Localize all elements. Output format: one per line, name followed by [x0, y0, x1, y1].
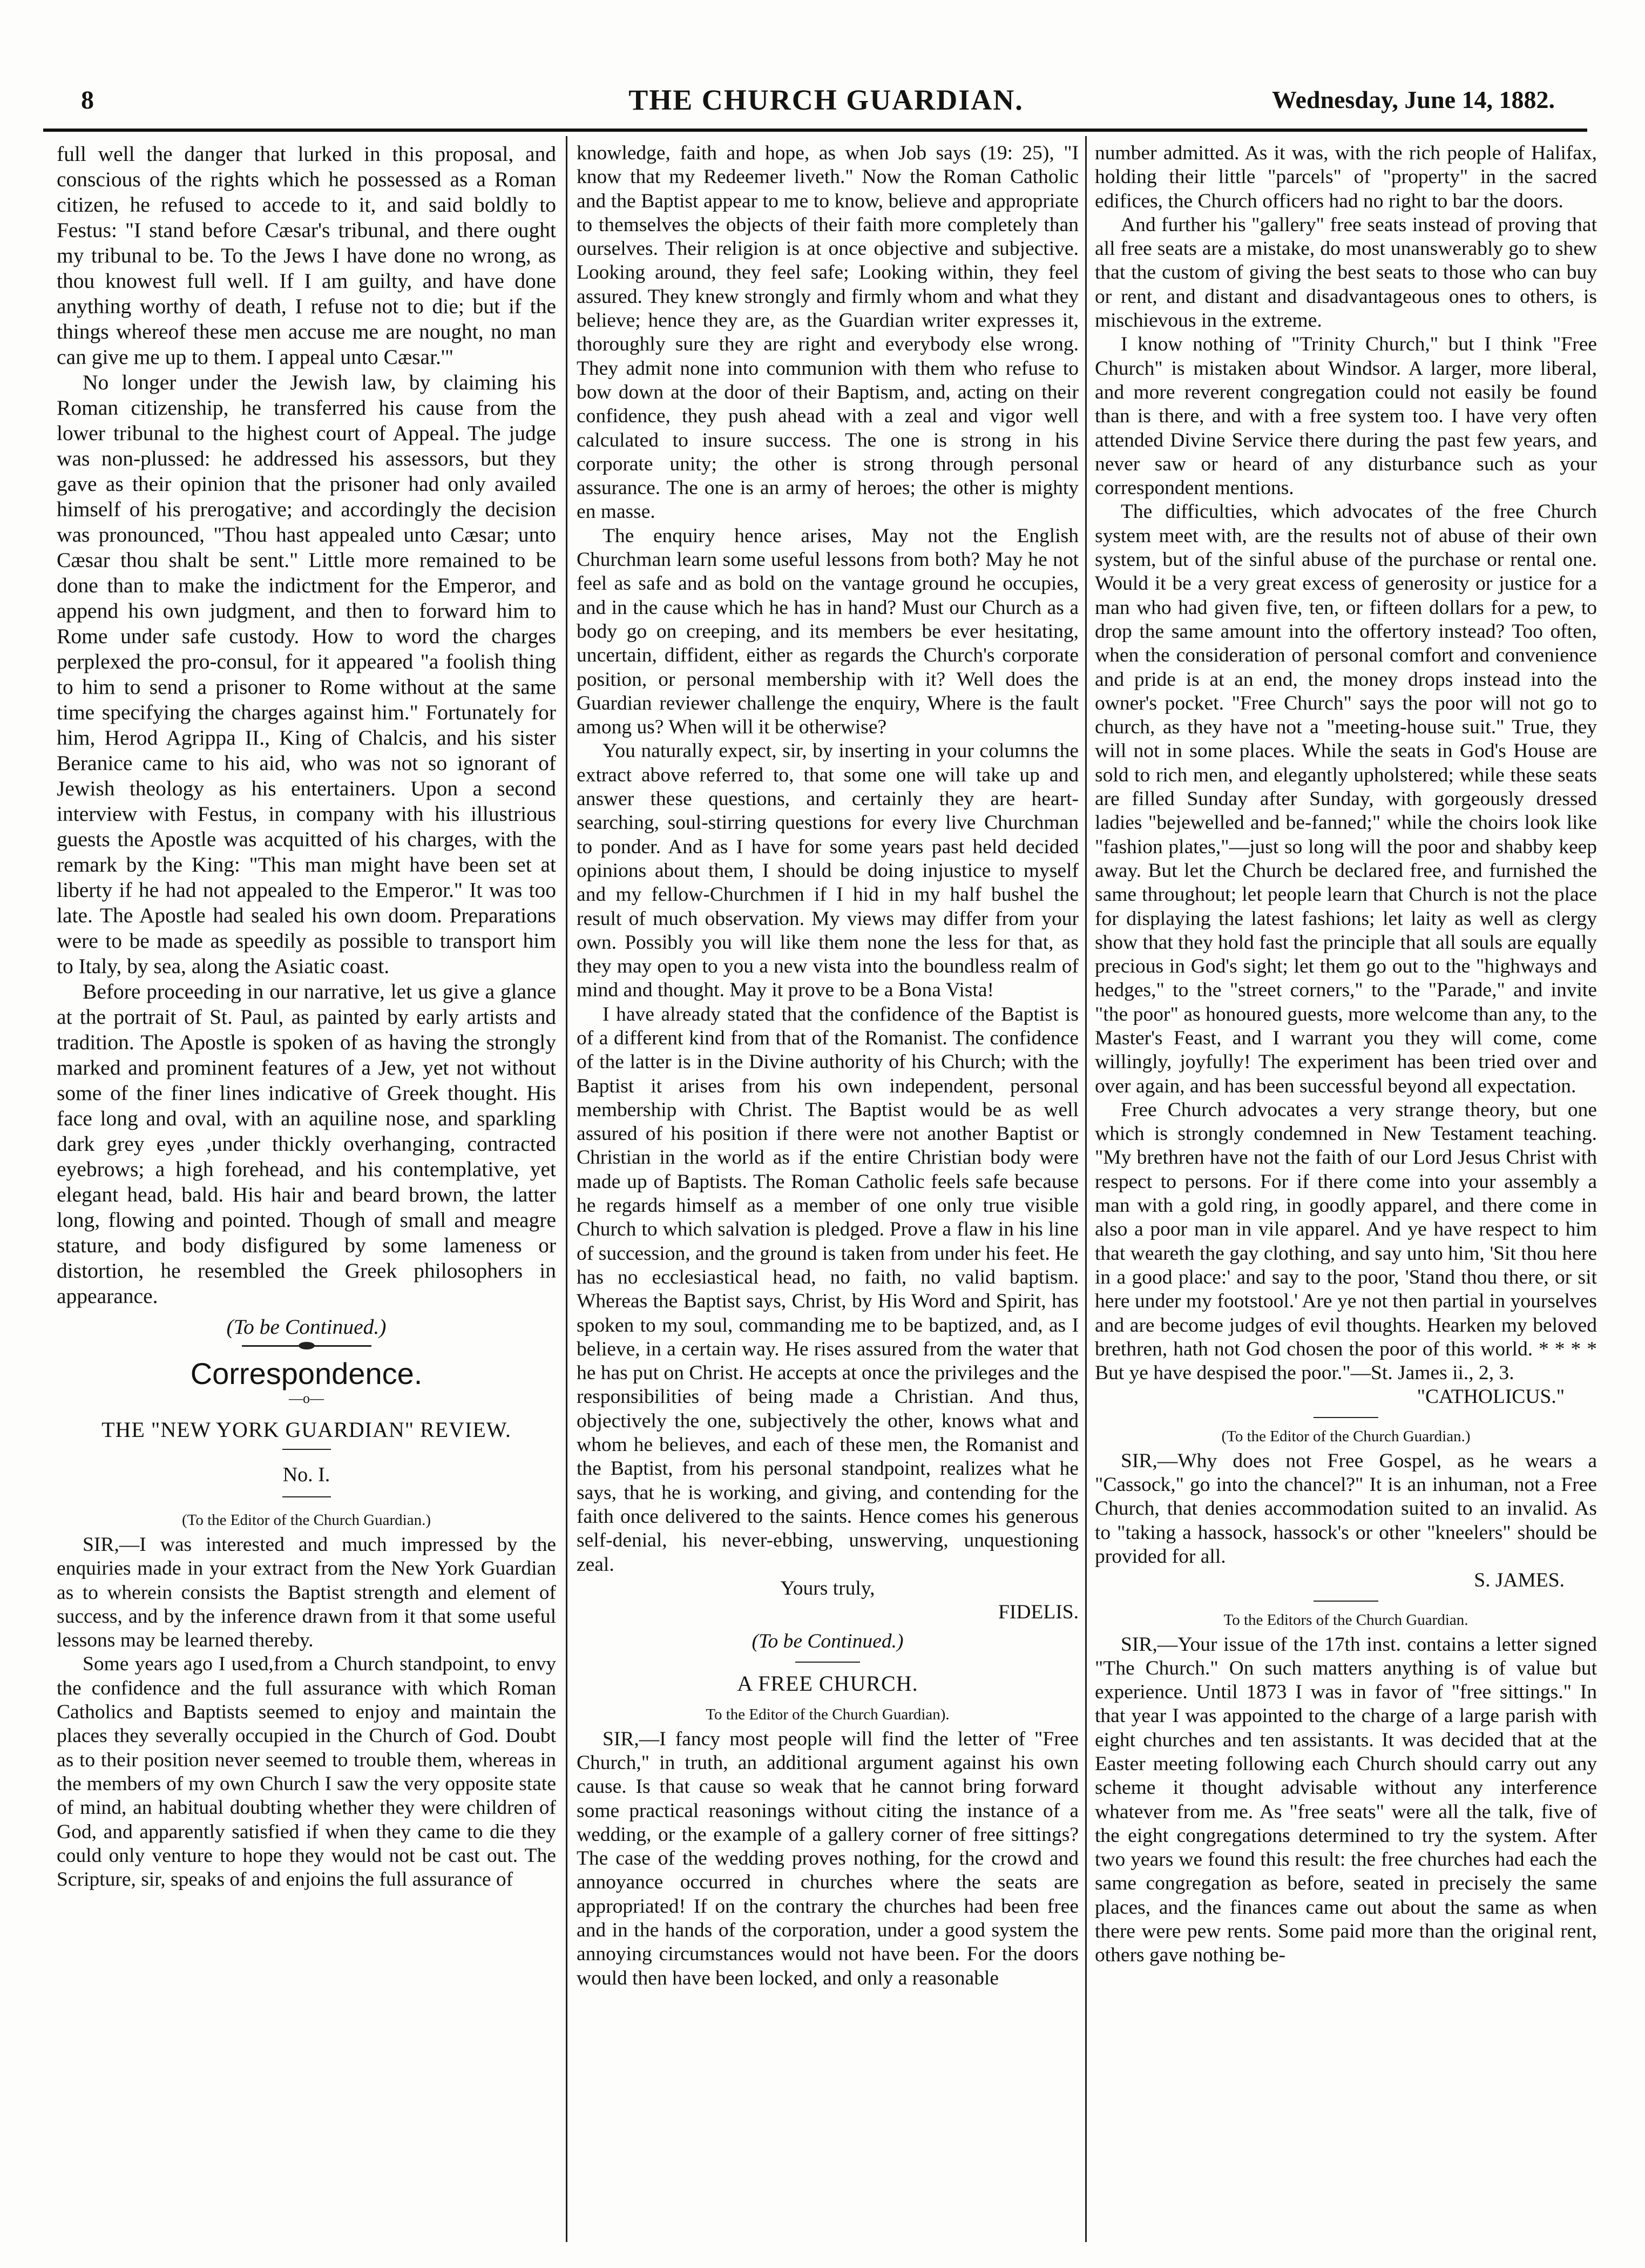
letter-paragraph: SIR,—I was interested and much impressed by the enquiries made in your extract from the New York Guardian as to wherein consists the Baptist strength and element of success, and by the inference drawn from it that some useful lessons may be learned thereby.: [57, 1534, 556, 1652]
divider: [795, 1662, 860, 1663]
ornament-divider: [242, 1342, 371, 1349]
page-number: 8: [81, 86, 94, 114]
article-number: No. I.: [282, 1463, 330, 1486]
column-2: [577, 141, 1079, 2247]
page-header: [81, 81, 1571, 117]
paragraph: And further his "gallery" free seats instead of proving that all free seats are a mistake, do most unanswerably go to shew that the custom of giving the best seats to those who can buy or rent, and distant and disadvantageous ones to others, is mischievous in the extreme.: [1095, 213, 1597, 332]
paragraph: number admitted. As it was, with the rich people of Halifax, holding their little "parcels" of "property" in the sacred edifices, the Church officers had no right to bar the doors.: [1095, 142, 1597, 212]
paragraph: I know nothing of "Trinity Church," but I think "Free Church" is mistaken about Windsor. A larger, more liberal, and more reverent congregation could not easily be found than is there, and with a free system too. I have very often attended Divine Service there during the past few years, and never saw or heard of any disturbance such as your correspondent mentions.: [1095, 333, 1597, 500]
paragraph: Before proceeding in our narrative, let us give a glance at the portrait of St. Paul, as painted by early artists and tradition. The Apostle is spoken of as having the strongly marked and prominent features of a Jew, yet not without some of the finer lines indicative of Greek thought. His face long and oval, with an aquiline nose, and sparkling dark grey eyes ,under thickly overhanging, contracted eyebrows; a high forehead, and his contemplative, yet elegant head, bald. His hair and beard brown, the latter long, flowing and pointed. Though of small and meagre stature, and body disfigured by some lameness or distortion, he resembled the Greek philosophers in appearance.: [57, 980, 556, 1308]
letter-paragraph: SIR,—I fancy most people will find the letter of "Free Church," in truth, an additional argument against his own cause. Is that cause so weak that he cannot bring forward some practical reasonings without citing the instance of a wedding, or the example of a gallery corner of free sittings? The case of the wedding proves nothing, for the crowd and annoyance occurred in churches where the seats are appropriated! If on the contrary the churches had been free and in the hands of the corporation, under a good system the annoying circumstances would not have been. For the doors would then have been locked, and only a reasonable: [577, 1727, 1079, 1989]
paragraph: full well the danger that lurked in this proposal, and conscious of the rights which he possessed as a Roman citizen, he refused to accede to it, and said boldly to Festus: "I stand before Cæsar's tribunal, and there ought my tribunal to be. To the Jews I have done no wrong, as thou knowest full well. If I am guilty, and have done anything worthy of death, I refuse not to die; but if the things whereof these men accuse me are nought, no man can give me up to them. I appeal unto Cæsar.'": [57, 142, 556, 369]
paragraph: knowledge, faith and hope, as when Job says (19: 25), "I know that my Redeemer liveth." Now the Roman Catholic and the Baptist appear to me to know, believe and appropriate to themselves the objects of their faith more completely than ourselves. Their religion is at once objective and subjective. Looking around, they feel safe; Looking within, they feel assured. They knew strongly and firmly whom and what they believe; hence they are, as the Guardian writer expresses it, thoroughly sure they are right and everybody else wrong. They admit none into communion with them who refuse to bow down at the door of their Baptism, and, acting on their confidence, they push ahead with a zeal and vigor well calculated to insure success. The one is strong in his corporate unity; the other is strong through personal assurance. The one is an army of heroes; the other is mighty en masse.: [577, 142, 1079, 523]
article-title: THE "NEW YORK GUARDIAN" REVIEW.: [101, 1418, 511, 1442]
to-editor-line: To the Editor of the Church Guardian).: [706, 1705, 950, 1723]
paragraph: The enquiry hence arises, May not the English Churchman learn some useful lessons from both? May he not feel as safe and as bold on the vantage ground he occupies, and in the cause which he has in hand? Must our Church as a body go on creeping, and its members be ever hesitating, uncertain, diffident, either as regards the Church's corporate position, or personal membership with it? Well does the Guardian reviewer challenge the enquiry, Where is the fault among us? When will it be otherwise?: [577, 524, 1079, 739]
issue-date: Wednesday, June 14, 1882.: [1272, 86, 1555, 113]
divider: [1314, 1417, 1378, 1418]
column-divider: [566, 136, 567, 2242]
signature: "CATHOLICUS.": [1417, 1386, 1565, 1408]
section-title: Correspondence.: [190, 1356, 423, 1390]
paragraph: The difficulties, which advocates of the free Church system meet with, are the results not of abuse of their own system, but of the sinful abuse of the purchase or rental one. Would it be a very great excess of generosity or justice for a man who had given five, ten, or fifteen dollars for a pew, to drop the same amount into the offertory instead? Too often, when the consideration of personal comfort and convenience and pride is at an end, the money drops instead into the owner's pocket. "Free Church" says the poor will not go to church, as they have not a "meeting-house suit." True, they will not in some places. While the seats in God's House are sold to rich men, and elegantly upholstered; while these seats are filled Sunday after Sunday, with gorgeously dressed ladies "bejewelled and be-fanned;" while the choirs look like "fashion plates,"—just so long will the poor and shabby keep away. But let the Church be declared free, and furnished the same throughout; let people learn that Church is not the place for displaying the latest fashions; let laity as well as clergy show that they hold fast the principle that all souls are equally precious in God's sight; let them go out to the "highways and hedges," to the "street corners," to the "Parade," and invite "the poor" as honoured guests, more welcome than any, to the Master's Feast, and I warrant you they will come, come willingly, joyfully! The experiment has been tried over and over again, and has been successful beyond all expectation.: [1095, 501, 1597, 1097]
signature: S. JAMES.: [1474, 1569, 1565, 1592]
column-1: [57, 141, 556, 2247]
paragraph: I have already stated that the confidence of the Baptist is of a different kind from that of the Romanist. The confidence of the latter is in the Divine authority of his Church; with the Baptist it arises from his own independent, personal membership with Christ. The Baptist would be as well assured of his position if there were not another Baptist or Christian in the world as if the entire Christian body were made up of Baptists. The Roman Catholic feels safe because he regards himself as a member of one only true visible Church to which salvation is pledged. Prove a flaw in his line of succession, and the ground is taken from under his feet. He has no ecclesiastical head, no faith, no valid baptism. Whereas the Baptist says, Christ, by His Word and Spirit, has spoken to my soul, commanding me to be baptized, and, as I believe, in a certain way. He rises assured from the water that he has put on Christ. He accepts at once the privileges and the responsibilities of being made a Christian. And thus, objectively the one, subjectively the other, knows what and whom he believes, and each of these men, the Romanist and the Baptist, from his personal standpoint, realizes what he says, that he is working, and giving, and contending for the faith once delivered to the saints. Hence comes his generous self-denial, his never-ebbing, unswerving, unquestioning zeal.: [577, 1003, 1079, 1576]
column-divider: [1085, 136, 1087, 2242]
column-3: [1095, 141, 1597, 2247]
paragraph: No longer under the Jewish law, by claiming his Roman citizenship, he transferred his cause from the lower tribunal to the highest court of Appeal. The judge was non-plussed: he addressed his assessors, but they gave as their opinion that the prisoner had only availed himself of his prerogative; and accordingly the decision was pronounced, "Thou hast appealed unto Cæsar; unto Cæsar thou shalt be sent." Little more remained to be done than to make the indictment for the Emperor, and append his own judgment, and then to forward him to Rome under safe custody. How to word the charges perplexed the pro-consul, for it appeared "a foolish thing to him to send a prisoner to Rome without at the same time specifying the charges against him." Fortunately for him, Herod Agrippa II., King of Chalcis, and his sister Beranice came to his aid, who was not so ignorant of Jewish theology as his entertainers. Upon a second interview with Festus, in company with his illustrious guests the Apostle was acquitted of his charges, with the remark by the King: "This man might have been set at liberty if he had not appealed to the Emperor." It was too late. The Apostle had sealed his own doom. Preparations were to be made as speedily as possible to transport him to Italy, by sea, along the Asiatic coast.: [57, 370, 556, 978]
paragraph: Free Church advocates a very strange theory, but one which is strongly condemned in New Testament teaching. "My brethren have not the faith of our Lord Jesus Christ with respect to persons. For if there come into your assembly a man with a gold ring, in goodly apparel, and there come in also a poor man in vile apparel. And ye have respect to him that weareth the gay clothing, and say unto him, 'Sit thou here in a good place:' and say to the poor, 'Stand thou there, or sit here under my footstool.' Are ye not then partial in yourselves and are become judges of evil thoughts. Hearken my beloved brethren, hath not God chosen the poor of this world. * * * * But ye have despised the poor."—St. James ii., 2, 3.: [1095, 1098, 1597, 1385]
letter-paragraph: SIR,—Why does not Free Gospel, as he wears a "Cassock," go into the chancel?" It is an inhuman, not a Free Church, that denies accommodation suited to an invalid. As to "taking a hassock, hassock's or other "kneelers" should be provided for all.: [1095, 1449, 1597, 1568]
letter-paragraph: Some years ago I used,from a Church standpoint, to envy the confidence and the full assurance with which Roman Catholics and Baptists seemed to enjoy and maintain the places they severally occupied in the Church of God. Doubt as to their position never seemed to trouble them, whereas in the members of my own Church I saw the very opposite state of mind, an habitual doubting whether they were children of God, and apparently satisfied if when they came to die they could only venture to hope they would not be cast out. The Scripture, sir, speaks of and enjoins the full assurance of: [57, 1653, 556, 1891]
letter-paragraph: SIR,—Your issue of the 17th inst. contains a letter signed "The Church." On such matters anything is of value but experience. Until 1873 I was in favor of "free sittings." In that year I was appointed to the charge of a large parish with eight churches and ten assistants. It was decided that at the Easter meeting following each Church should carry out any scheme it thought advisable without any interference whatever from me. As "free seats" were all the talk, five of the eight congregations determined to try the system. After two years we found this result: the free churches had each the same congregation as before, seated in precisely the same places, and the finances came out about the same as when there were pew rents. Some paid more than the original rent, others gave nothing be-: [1095, 1633, 1597, 1967]
article-title: A FREE CHURCH.: [737, 1671, 918, 1696]
to-be-continued: (To be Continued.): [752, 1630, 904, 1653]
to-editor-line: To the Editors of the Church Guardian.: [1223, 1611, 1468, 1629]
small-ornament: —o—: [289, 1390, 324, 1406]
masthead-title: THE CHURCH GUARDIAN.: [628, 84, 1024, 116]
divider: [282, 1496, 331, 1497]
paragraph: You naturally expect, sir, by inserting in your columns the extract above referred to, that some one will take up and answer these questions, and certainly they are heart-searching, soul-stirring questions for every live Churchman to ponder. And as I have for some years past held decided opinions about them, I should be doing injustice to myself and my fellow-Churchmen if I hid in my half bushel the result of much observation. My views may differ from your own. Possibly you will like them none the less for that, as they may open to you a new vista into the boundless realm of mind and thought. May it prove to be a Bona Vista!: [577, 740, 1079, 1002]
signature: FIDELIS.: [998, 1601, 1079, 1624]
to-editor-line: (To the Editor of the Church Guardian.): [181, 1511, 431, 1529]
divider: [1314, 1601, 1378, 1602]
divider: [282, 1449, 331, 1450]
header-rule: [43, 129, 1587, 132]
to-editor-line: (To the Editor of the Church Guardian.): [1221, 1427, 1471, 1445]
closing: Yours truly,: [780, 1577, 875, 1599]
to-be-continued: (To be Continued.): [226, 1315, 387, 1339]
